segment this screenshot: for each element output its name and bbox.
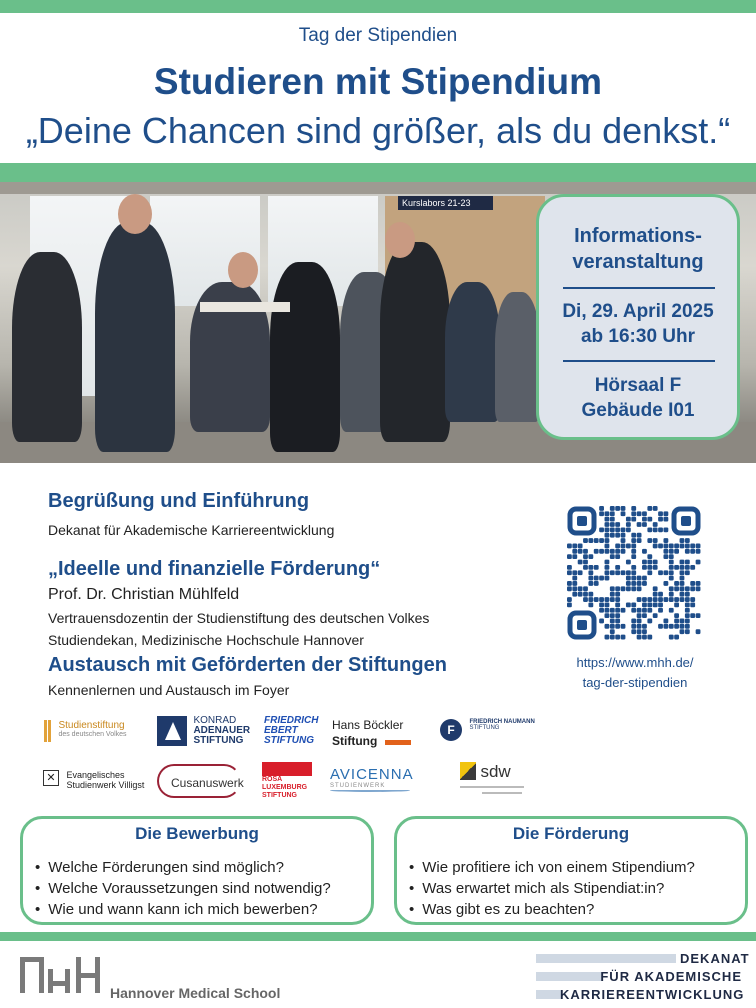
event-type-line2: veranstaltung (572, 251, 704, 273)
dekanat-line2: FÜR AKADEMISCHE (600, 969, 742, 984)
event-location (539, 373, 737, 423)
talk-heading: „Ideelle und finanzielle Förderung“ (48, 558, 381, 580)
funding-box (394, 816, 748, 925)
dekanat-bar (536, 990, 562, 999)
qr-url[interactable] (550, 653, 720, 693)
list-item: • Welche Förderungen sind möglich? (35, 857, 331, 878)
logo-subtext: des deutschen Volkes (58, 731, 127, 738)
funding-title: Die Förderung (512, 824, 630, 843)
exchange-text: Kennenlernen und Austausch im Foyer (48, 682, 290, 698)
logo-text: STIFTUNG (262, 792, 297, 799)
cusanuswerk-logo (157, 764, 244, 798)
event-kicker: Tag der Stipendien (298, 25, 458, 46)
welcome-heading: Begrüßung und Einführung (48, 490, 310, 512)
direction-sign: Kurslabors 21-23 (398, 196, 493, 210)
villigst-logo: ✕ Evangelisches Studienwerk Villigst (43, 770, 144, 790)
qr-url-line2[interactable]: tag-der-stipendien (582, 675, 688, 690)
application-list (35, 857, 331, 920)
application-box (20, 816, 374, 925)
dekanat-bar (536, 954, 676, 963)
sdw-logo (460, 762, 524, 794)
dekanat-line1: DEKANAT (680, 951, 750, 966)
logo-text: Stiftung (332, 734, 378, 748)
header-green-bar (0, 163, 756, 182)
logo-text: KONRAD (193, 715, 237, 726)
header (0, 13, 756, 163)
page-subtitle: „Deine Chancen sind größer, als du denkst.“ (25, 110, 731, 151)
speaker-role-2: Studiendekan, Medizinische Hochschule Hannover (48, 632, 364, 648)
friedrich-ebert-logo (264, 716, 318, 746)
speaker-role-1: Vertrauensdozentin der Studienstiftung des deutschen Volkes (48, 610, 430, 626)
dekanat-line3: KARRIEREENTWICKLUNG (560, 987, 745, 1002)
exchange-heading: Austausch mit Geförderten der Stiftungen (48, 654, 447, 676)
list-item: • Wie und wann kann ich mich bewerben? (35, 899, 331, 920)
event-building: Gebäude I01 (581, 400, 695, 421)
event-date: Di, 29. April 2025 (562, 301, 714, 322)
logo-text: STIFTUNG (193, 735, 244, 746)
event-time: ab 16:30 Uhr (580, 326, 696, 347)
application-title: Die Bewerbung (135, 824, 259, 843)
logo-text: Hans Böckler (332, 718, 404, 732)
logo-text: STIFTUNG (264, 735, 314, 746)
friedrich-naumann-logo: F FRIEDRICH NAUMANN STIFTUNG (440, 719, 535, 741)
logo-text: FRIEDRICH NAUMANN (469, 719, 535, 725)
event-type (539, 223, 737, 275)
logo-subtext: STUDIENWERK (330, 783, 386, 789)
studienstiftung-logo (44, 720, 127, 742)
event-datetime (539, 299, 737, 349)
list-item: • Was gibt es zu beachten? (409, 899, 695, 920)
list-item: • Wie profitiere ich von einem Stipendium? (409, 857, 695, 878)
speaker-name: Prof. Dr. Christian Mühlfeld (48, 586, 240, 603)
logo-text: Evangelisches (66, 770, 125, 780)
welcome-text: Dekanat für Akademische Karriereentwicklung (48, 522, 335, 538)
logo-text: sdw (480, 762, 511, 781)
event-type-line1: Informations- (574, 225, 702, 247)
qr-code[interactable] (567, 506, 701, 640)
logo-text: Cusanuswerk (171, 776, 244, 790)
rosa-luxemburg-logo (262, 762, 312, 800)
divider (563, 360, 715, 362)
mhh-name: Hannover Medical School (110, 985, 281, 1001)
page-title: Studieren mit Stipendium (153, 61, 603, 102)
footer-green-bar (0, 932, 756, 941)
konrad-adenauer-logo (157, 716, 250, 746)
list-item: • Welche Voraussetzungen sind notwendig? (35, 878, 331, 899)
top-green-bar (0, 0, 756, 13)
logo-text: FRIEDRICH (264, 715, 319, 726)
logo-text: Studienwerk Villigst (66, 780, 145, 790)
logo-text: ROSA (262, 776, 283, 783)
dekanat-bar (536, 972, 602, 981)
logo-text: EBERT (264, 725, 298, 736)
logo-text: LUXEMBURG (262, 784, 308, 791)
hans-boeckler-logo (332, 718, 411, 750)
mhh-logo (20, 955, 102, 995)
event-info-box (536, 194, 740, 440)
event-room: Hörsaal F (594, 375, 682, 396)
logo-text: Studienstiftung (58, 720, 125, 731)
list-item: • Was erwartet mich als Stipendiat:in? (409, 878, 695, 899)
logo-text: STIFTUNG (469, 725, 500, 731)
logo-text: AVICENNA (330, 766, 414, 783)
qr-url-line1[interactable]: https://www.mhh.de/ (576, 655, 694, 670)
funding-list (409, 857, 695, 920)
avicenna-logo (330, 766, 414, 792)
logo-text: ADENAUER (193, 725, 251, 736)
divider (563, 287, 715, 289)
